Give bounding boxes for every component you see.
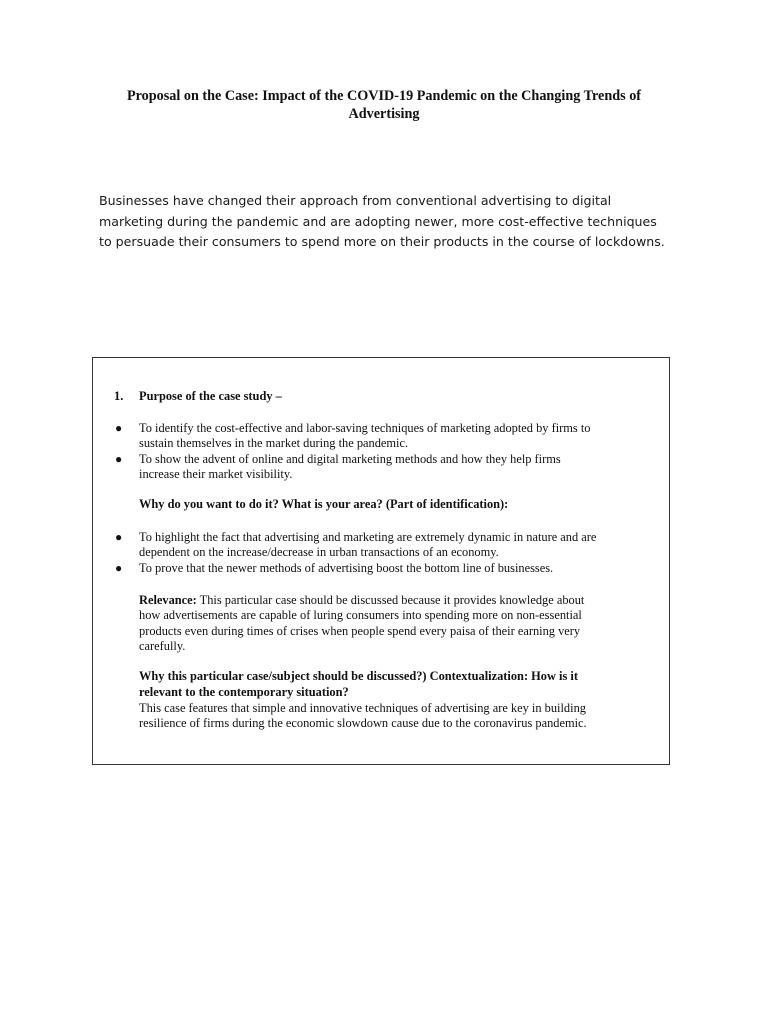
relevance-line: carefully. (139, 639, 186, 653)
purpose-bullet-1-line-1: To identify the cost-effective and labor-saving techniques of marketing adopted by firms to (139, 421, 591, 435)
context-heading-line-2: relevant to the contemporary situation? (139, 685, 349, 699)
bullet-icon: ● (115, 452, 123, 466)
purpose-bullet-2-line-1: To show the advent of online and digital marketing methods and how they help firms (139, 452, 561, 466)
intro-line: marketing during the pandemic and are adopting newer, more cost-effective techniques (99, 213, 657, 229)
bullet-icon: ● (115, 421, 123, 435)
section-number: 1. (114, 389, 124, 403)
relevance-line: how advertisements are capable of luring consumers into spending more on non-essential (139, 608, 582, 622)
context-line: resilience of firms during the economic slowdown cause due to the coronavirus pandemic. (139, 716, 587, 730)
bullet-icon: ● (115, 530, 123, 544)
why-heading: Why do you want to do it? What is your area? (Part of identification): (139, 497, 509, 511)
page-title (90, 87, 678, 123)
area-bullet-2-line-1: To prove that the newer methods of advertising boost the bottom line of businesses. (139, 561, 554, 575)
relevance-line: This particular case should be discussed because it provides knowledge about (196, 593, 585, 607)
title-line-2: Advertising (348, 106, 420, 122)
area-bullet-1-line-1: To highlight the fact that advertising and marketing are extremely dynamic in nature and are (139, 530, 597, 544)
intro-line: Businesses have changed their approach from conventional advertising to digital (99, 193, 612, 208)
relevance-paragraph (139, 593, 584, 609)
context-heading-line-1: Why this particular case/subject should be discussed?) Contextualization: How is it (139, 669, 578, 683)
relevance-label: Relevance: (139, 593, 197, 607)
context-line: This case features that simple and innovative techniques of advertising are key in building (139, 701, 586, 715)
title-line-1: Proposal on the Case: Impact of the COVID-19 Pandemic on the Changing Trends of (126, 88, 642, 104)
bullet-icon: ● (115, 561, 123, 575)
intro-line: to persuade their consumers to spend more on their products in the course of lockdowns. (99, 234, 665, 249)
area-bullet-1-line-2: dependent on the increase/decrease in urban transactions of an economy. (139, 545, 499, 559)
section-heading: Purpose of the case study – (139, 389, 282, 403)
intro-paragraph (99, 191, 679, 253)
purpose-bullet-2-line-2: increase their market visibility. (139, 467, 293, 481)
relevance-line: products even during times of crises when people spend every paisa of their earning very (139, 624, 581, 638)
purpose-bullet-1-line-2: sustain themselves in the market during the pandemic. (139, 436, 409, 450)
